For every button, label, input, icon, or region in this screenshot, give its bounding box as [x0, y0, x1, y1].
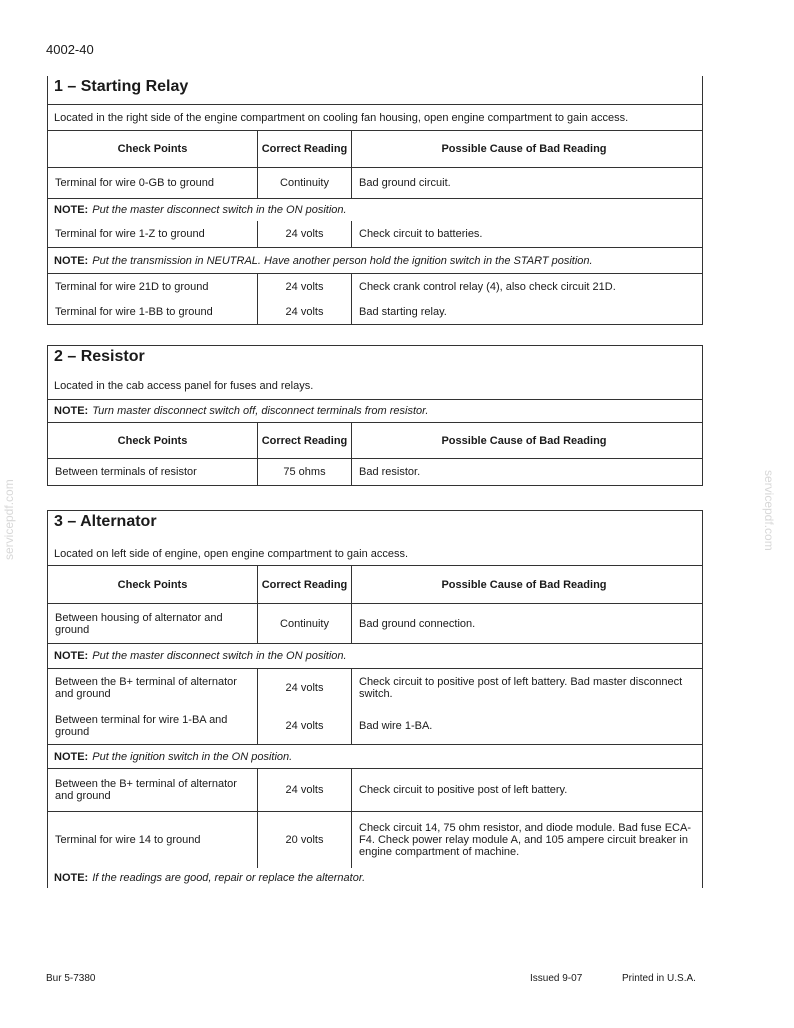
section-alternator: [47, 510, 703, 888]
section-starting-relay: [47, 76, 703, 325]
note-label: NOTE:: [54, 204, 89, 216]
table-row: [48, 768, 702, 811]
header-correct-reading: Correct Reading: [257, 131, 352, 167]
check-point: Between terminal for wire 1-BA and ground: [55, 713, 228, 738]
possible-cause: Check circuit to positive post of left battery. Bad master disconnect switch.: [359, 676, 683, 700]
possible-cause: Check circuit 14, 75 ohm resistor, and diode module. Bad fuse ECA-F4. Check power relay module A, and 105 ampere circuit breaker in engine compartment of machine.: [359, 822, 692, 858]
note-text: Turn master disconnect switch off, disconnect terminals from resistor.: [92, 405, 429, 417]
check-point: Between the B+ terminal of alternator and ground: [55, 778, 237, 802]
header-correct-reading: Correct Reading: [257, 423, 352, 458]
possible-cause: Bad resistor.: [359, 466, 421, 478]
check-point: Between housing of alternator and ground: [55, 611, 223, 636]
table-row: [48, 299, 702, 325]
correct-reading: 24 volts: [257, 299, 352, 324]
possible-cause: Bad wire 1-BA.: [359, 719, 433, 732]
correct-reading: 20 volts: [257, 812, 352, 868]
table-row: [48, 167, 702, 198]
possible-cause: Bad ground circuit.: [359, 177, 451, 189]
note-row: [48, 247, 702, 273]
location-text: Located in the cab access panel for fuses and relays.: [54, 380, 314, 392]
note-label: NOTE:: [54, 872, 89, 884]
section-title: 2 – Resistor: [54, 348, 145, 365]
possible-cause: Bad ground connection.: [359, 617, 476, 630]
note-text: Put the transmission in NEUTRAL. Have another person hold the ignition switch in the START position.: [92, 254, 593, 267]
correct-reading: 24 volts: [257, 221, 352, 247]
footer-doc-number: Bur 5-7380: [46, 973, 96, 984]
correct-reading: 75 ohms: [257, 459, 352, 485]
section-resistor: [47, 345, 703, 486]
section-title: 3 – Alternator: [54, 513, 157, 530]
location-text: Located in the right side of the engine compartment on cooling fan housing, open engine compartment to gain access.: [54, 111, 629, 124]
table-row: [48, 458, 702, 486]
table-row: [48, 668, 702, 707]
note-row: [48, 868, 702, 888]
table-header: [48, 422, 702, 458]
table-header: [48, 130, 702, 167]
page-number: 4002-40: [46, 42, 94, 57]
note-text: Put the ignition switch in the ON position.: [92, 750, 293, 763]
header-check-points: Check Points: [117, 143, 188, 155]
header-correct-reading: Correct Reading: [257, 566, 352, 603]
possible-cause: Check circuit to batteries.: [359, 228, 483, 240]
header-possible-cause: Possible Cause of Bad Reading: [441, 434, 607, 447]
location-text: Located on left side of engine, open engine compartment to gain access.: [54, 547, 409, 560]
check-point: Between the B+ terminal of alternator and ground: [55, 676, 237, 700]
header-possible-cause: Possible Cause of Bad Reading: [441, 143, 607, 155]
note-row: [48, 198, 702, 221]
table-row: [48, 273, 702, 299]
correct-reading: 24 volts: [257, 769, 352, 811]
check-point: Terminal for wire 14 to ground: [55, 834, 201, 846]
section-title: 1 – Starting Relay: [54, 78, 189, 95]
table-header: [48, 565, 702, 603]
note-text: Put the master disconnect switch in the ON position.: [92, 204, 347, 216]
possible-cause: Check crank control relay (4), also check circuit 21D.: [359, 280, 616, 293]
note-row: [48, 744, 702, 768]
check-point: Between terminals of resistor: [55, 466, 197, 478]
note-row: [48, 643, 702, 668]
header-check-points: Check Points: [117, 434, 188, 447]
header-check-points: Check Points: [117, 578, 188, 591]
correct-reading: 24 volts: [257, 274, 352, 299]
table-row: [48, 221, 702, 247]
check-point: Terminal for wire 1-Z to ground: [55, 228, 205, 240]
footer-issued: Issued 9-07: [530, 973, 583, 984]
possible-cause: Check circuit to positive post of left battery.: [359, 784, 568, 796]
note-label: NOTE:: [54, 254, 89, 267]
check-point: Terminal for wire 1-BB to ground: [55, 305, 213, 318]
note-text: Put the master disconnect switch in the ON position.: [92, 650, 347, 662]
header-possible-cause: Possible Cause of Bad Reading: [441, 578, 607, 591]
watermark-right: servicepdf.com: [762, 470, 776, 551]
note-label: NOTE:: [54, 750, 89, 763]
correct-reading: Continuity: [257, 604, 352, 643]
table-row: [48, 811, 702, 868]
possible-cause: Bad starting relay.: [359, 305, 447, 318]
check-point: Terminal for wire 0-GB to ground: [55, 177, 214, 189]
table-row: [48, 707, 702, 744]
note-label: NOTE:: [54, 650, 89, 662]
correct-reading: 24 volts: [257, 669, 352, 707]
note-text: If the readings are good, repair or replace the alternator.: [92, 872, 366, 884]
watermark-left: servicepdf.com: [2, 479, 16, 560]
note-label: NOTE:: [54, 405, 89, 417]
correct-reading: 24 volts: [257, 707, 352, 744]
correct-reading: Continuity: [257, 168, 352, 198]
footer-printed: Printed in U.S.A.: [622, 973, 696, 984]
check-point: Terminal for wire 21D to ground: [55, 280, 209, 293]
table-row: [48, 603, 702, 643]
note-row: [48, 399, 702, 422]
